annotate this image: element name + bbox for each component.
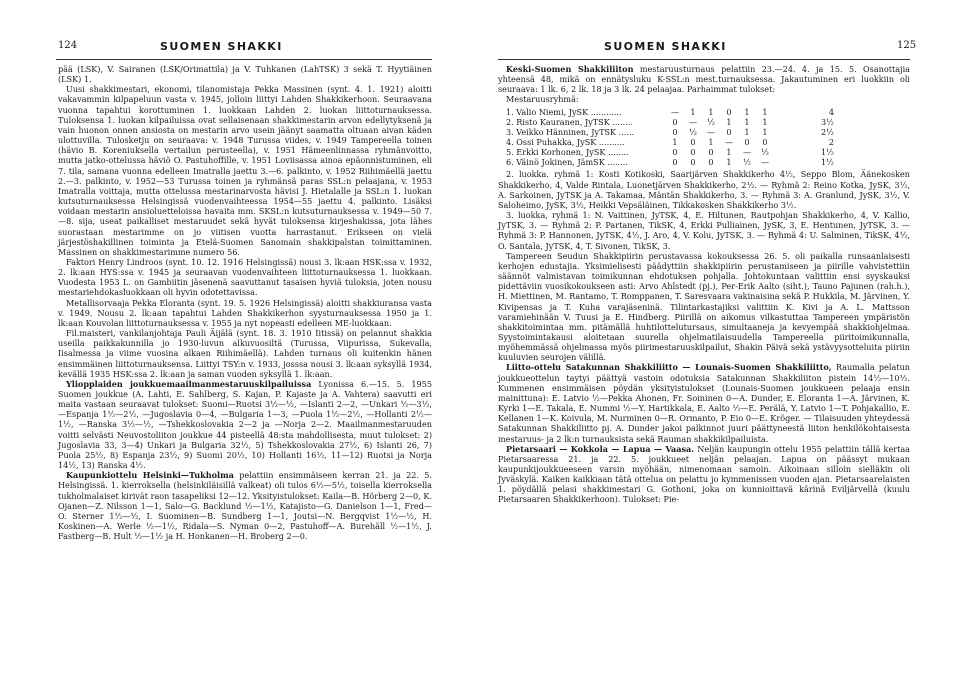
paragraph [58,470,432,541]
total-points: 1½ [821,147,834,158]
right-page-body [498,64,910,505]
game-result: ½ [743,157,751,168]
table-caption: Mestaruusryhmä: [506,94,579,105]
game-result: 0 [690,147,696,158]
right-page-header [484,40,950,56]
game-result: 1 [726,147,732,158]
game-result: 0 [726,106,732,117]
game-result: 1 [744,116,750,127]
game-result: — [760,157,770,168]
total-points: 4 [828,106,834,117]
section-text: Raumalla pelatun joukkueottelun taytyi päättyä vastoin odotuksia Satakunnan Shakkiliiton pistein 14½—10½. Kummenen ensimmäisen pöydän yksityistulokset (Lounais-Suomen joukkueen pelaaja ensin mainittuna): E. Latvio ½—Pekka Ahonen, Fr. Soininen 0—A. Dunder, E. Eloranta 1—A. Järvinen, K. Kyrki 1—E. Takala, E. Nummi ½—Y. Hartikkala, E. Aalto ½—E. Perälä, Y. Latvio 1—T. Pohjakallio, E. Kellanen 1—K. Koivula, M. Nurminen 0—R. Ormanto, P. Eio 0—E. Kröger. — Tilaisuuden yhteydessä Satakunnan Shakkiliitto pj. A. Dunder jakoi palkinnot juuri päättyneestä liiton henkilökohtaisesta mestaruus- ja 2 lk:n turnauksista sekä Rauman shakkikilpailuista. [498,362,910,444]
player-name: 6. Väinö Jokinen, JämSK ........ [506,157,628,168]
running-title: SUOMEN SHAKKI [160,40,283,53]
header-rule [498,59,910,60]
section-heading: Liitto-ottelu Satakunnan Shakkiliitto — Lounais-Suomen Shakkiliitto, [506,362,832,373]
game-result: 1 [762,116,768,127]
section-text: pelattiin ensimmäiseen kerran 21. ja 22. 5. Helsingissä. 1. kierroksella (helsinkiläisillä valkeat) oli tulos 6½—5½, toisella kierroksella tukholmalaiset kirivät raon tasapeliksi 12—12. Yksityistulokset: Kaila—B. Hörberg 2—0, K. Ojanen—Z. Nilsson 1—1, Salo—G. Backlund ½—1½, Katajisto—G. Danielson 1—1, Fred—O. Sterner 1½—½, I. Suominen—B. Sundberg 1—1, Joutsi—N. Bergqvist 1½—½, H. Koskinen—A. Werle ½—1½, Ridala—S. Nyman 0—2, Pastuhoff—A. Burehäll ½—1½, J. Fastberg—B. Hult ½—1½ ja H. Honkanen—H. Broberg 2—0. [58,470,432,542]
section-heading: Pietarsaari — Kokkola — Lapua — Vaasa. [506,443,695,454]
table-row [498,147,910,157]
game-result: 1 [672,137,678,148]
player-name: 2. Risto Kauranen, JyTSK ........ [506,116,633,127]
section-text: Neljän kaupungin ottelu 1955 pelattiin tällä kertaa Pietarsaaressa 21. ja 22. 5. joukkueet neljän pelaajan. Lapua on päässyt mukaan kaupunkijoukkueeseen varsin myöhään, nimenomaan samoin. Aikoinaan silloin sielläkin oli Jyväskylä. Kaiken kaikkiaan tätä ottelua on pelattu jo kymmenissen vuoden ajan. Pietarsaarelaisten 1. pöydällä pelasi shakkimestari G. Gothoni, joka on kunnioittavä kärinä Eviljärvellä (kuulu Pietarsaaren Shakkikerhoon). Tulokset: Pie- [498,443,911,505]
header-rule [56,59,432,60]
game-result: ½ [689,126,697,137]
game-result: — [724,137,734,148]
results-table [498,107,910,168]
game-result: 0 [762,137,768,148]
game-result: 0 [744,137,750,148]
paragraph [498,362,910,443]
right-page [484,0,950,685]
game-result: 0 [672,147,678,158]
running-title: SUOMEN SHAKKI [604,40,727,53]
game-result: 0 [672,157,678,168]
left-page-body [58,64,432,541]
section-heading: Yliopplaiden joukkuemaailmanmestaruuskilpailuissa [66,378,312,389]
total-points: 3½ [821,116,834,127]
paragraph: 2. luokka. ryhmä 1: Kosti Kotikoski, Saarijärven Shakkikerho 4½, Seppo Blom, Äänekosken Shakkikerho, 4, Valde Rintala, Luonetjärven Shakkikerho, 2½. — Ryhmä 2: Reino Kotka, JySK, 3½, A. Sarkoinen, JyTSK ja A. Takamaa, Mäntän Shakkikerho, 3. — Ryhmä 3: A. Granlund, JySK, 3½, V. Saloheimo, JySK, 3½, Heikki Vepsäläinen, Tikkakosken Shakkikerho 3½. [498,169,910,210]
game-result: 0 [708,147,714,158]
game-result: 0 [708,157,714,168]
table-row [498,137,910,147]
game-result: 1 [690,106,696,117]
game-result: 0 [690,137,696,148]
game-result: 1 [708,106,714,117]
game-result: 0 [690,157,696,168]
paragraph: Fil.maisteri, vankilanjohtaja Pauli Äijälä (synt. 18. 3. 1910 Iitissä) on pelannut shakkia useilla paikkakunnilla jo 1930-luvun alkuvuosiltä (Turussa, Viipurissa, Sukevalla, Iisalmessa ja viime vuosina alkaen Riihimäellä). Lahden turnaus oli kuitenkin hänen ensimmäinen liittoturnauksensa. Liittyi TSY:n v. 1933, josssa nousi 3. lk:aan syksyllä 1934, kevällä 1935 HSK:ssa 2. lk:aan ja saman vuoden syksyllä 1. lk:aan. [58,328,432,379]
game-result: 1 [708,137,714,148]
game-result: 1 [744,126,750,137]
paragraph: pää (LSK), V. Sairanen (LSK/Orimattila) ja V. Tuhkanen (LahTSK) 3 sekä T. Hyytiäinen (LSK) 1. [58,64,432,85]
paragraph: Uusi shakkimestari, ekonomi, tilanomistaja Pekka Massinen (synt. 4. 1. 1921) aloitti vakavammin kilpapeluun vasta v. 1945, jolloin liittyi Lahden Shakkikerhoon. Seuraavana vuonna tapahtui korottuminen 1. luokkaan Lahden 2. luokan liittoturnauksessa. Tuloksensa 1. luokan kilpailuissa ovat sellaisenaan shakkimestarin arvon edellytyksenä ja vain huonon onnen ansiosta on mestarin arvo usein jäänyt saamatta oltuaan aivan käden ulottuvilla. Tulosketju on seuraava: v. 1948 Turussa viides, v. 1949 Tampereella toinen (hävio B. Koreniuksella vertailun perusteella), v. 1951 Hämeenlinnassa ryhmänvoitto, mutta jatko-ottelussa häviö O. Pastuhoffille, v. 1951 Loviisassa ainoa epäonnistuminen, eli 7. tila, samana vuonna edelleen Imatralla jaettu 3.—6. palkinto, v. 1952 Riihimäellä jaettu 2.—3. palkinto, v. 1952—53 Turussa toinen ja ryhmänsä paras SSL:n pelaajana, v. 1953 Imatralla voittaja, mutta ottelussa mestarinarvosta hävisi J. Hietalalle ja SSL:n 1. luokan kutsuturnauksessa Helsingissä vuodenvaihteessa 1954—55 jaettu 4. palkinto. Lisäksi voidaan mestarin ansioluetteloissa havaita mm. SKSL:n kutsuturnauksessa v. 1949—50 7.—8. sija, useat paikalliset mestaruudet sekä hyvät tuloksensa kirjeshakissa, jota lähes suorastaan mestarimme on jo viitisen vuotta harrastanut. Erikseen on vielä järjestöshakillinen toiminta ja Etelä-Suomen Sanomain shakkipalstan toimittaminen. Massinen on shakkimestarimme numero 56. [58,84,432,257]
paragraph: Tampereen Seudun Shakkipiirin perustavassa kokouksessa 26. 5. oli paikalla runsaanlaisesti kerhojen edustajia. Yksimielisesti päädyttiin shakkipiirin perustamiseen ja piirille vahvistettiin säännöt valmistavan toimikunnan ehdotuksen pohjalla. Johtokuntaan valittiin ensi syyskauksi pidettäviin vuosikokoukseen asti: Arvo Ahlstedt (pj.), Per-Erik Aalto (siht.), Tauno Pajunen (rah.h.), H. Miettinen, M. Rantamo, T. Romppanen, T. Saresvaara vakinaisina sekä P. Hukkila, M. Järvinen, Y. Kivipensas ja T. Kuha varajäseninä. Tilintarkastajiksi valittiin K. Kivi ja A. L. Mattsson varamiehinään V. Tuusi ja E. Hindberg. Piirillä on aikomus vilkastuttaa Tampereen ympäristön shakkitoimintaa mm. pitämällä huhtilottelutursaus, simultaaneja ja kevyempää shakkiohjelmaa. Syystoimintakausi aloitetaan suurella ohjelmatilaisuudella Tampereella piiritoimikunnalla, myöhemmässä ohjelmassa myös piirimestaruuskilpailut, Shakin Päivä sekä ystävyysotteluita piiriin kuuluvien seurojen välillä. [498,250,910,363]
table-row [498,117,910,127]
game-result: 1 [762,106,768,117]
game-result: ½ [761,147,769,158]
total-points: 2½ [821,126,834,137]
table-row [498,157,910,167]
game-result: ½ [707,116,715,127]
table-row [498,127,910,137]
section-heading: Keski-Suomen Shakkiliiton [506,64,634,74]
player-name: 3. Veikko Hänninen, JyTSK ...... [506,126,635,137]
paragraph [498,64,910,94]
section-text: Lyonissa 6.—15. 5. 1955 Suomen joukkue (A. Lahti, E. Sahlberg, S. Kajan, P. Kajaste ja A. Vahtera) saavutti eri maita vastaan seuraavat tulokset: Suomi—Ruotsi 3½—½, —Islanti 2—2, —Unkari ½—3½, —Espanja 1½—2½, —Jugoslavia 0—4, —Bulgaria 1—3, —Puola 1½—2½, —Hollanti 2½—1½, —Ranska 3½—½, —Tshekkoslovakia 2—2 ja —Norja 2—2. Maailmanmestaruuden voitti selvästi Neuvostoliiton joukkue 44 pisteellä 48:sta mahdollisesta, muut tulokset: 2) Jugoslavia 33, 3—4) Unkari ja Bulgaria 32½, 5) Tshekkoslovakia 27½, 6) Islanti 26, 7) Puola 25½, 8) Espanja 23½, 9) Suomi 20½, 10) Hollanti 16½, 11—12) Ruotsi ja Norja 14½, 13) Ranska 4½. [58,378,432,471]
section-text: mestaruusturnaus pelattiin 23.—24. 4. ja 15. 5. Osanottajia yhteensä 48, mikä on ennätysluku K-SSL:n mest.turnauksessa. Jakautuminen eri luokkiin oli seuraava: 1 lk. 6, 2 lk. 18 ja 3 lk. 24 pelaajaa. Parhaimmat tulokset: [498,64,910,95]
paragraph [58,379,432,470]
left-page-header [0,40,460,56]
game-result: 0 [726,126,732,137]
paragraph: 3. luokka, ryhmä 1: N. Vaittinen, JyTSK, 4, E. Hiltunen, Rautpohjan Shakkikerho, 4, V. Kallio, JyTSK, 3. — Ryhmä 2: P. Partanen, TikSK, 4, Erkki Pulliainen, JySK, 3, E. Hentunen, JyTSK, 3. — Ryhmä 3: P. Hannonen, JyTSK, 4½, J. Aro, 4, V. Kolu, JyTSK, 3. — Ryhmä 4: U. Salminen, TikSK, 4½, O. Santala, JyTSK, 4, T. Sivonen, TikSK, 3. [498,210,910,251]
game-result: — [670,106,680,117]
player-name: 4. Ossi Puhakka, JySK .......... [506,137,625,148]
total-points: 1½ [821,157,834,168]
game-result: 0 [672,116,678,127]
game-result: 1 [726,157,732,168]
section-heading: Kaupunkiottelu Helsinki—Tukholma [66,470,234,481]
paragraph: Faktori Henry Lindroos (synt. 10. 12. 1916 Helsingissä) nousi 3. lk:aan HSK:ssa v. 1932, 2. lk:aan HYS:ssa v. 1945 ja seuraavan vuodenvaihteen liittoturnauksessa 1. luokkaan. Vuodesta 1953 L. on Gambiitin jäsenenä saavuttanut tasaisen hyviä tuloksia, joten nousu mestariehdokasluokkaan oli hyvin odotettavissa. [58,256,432,298]
left-page [0,0,460,685]
game-result: 1 [726,116,732,127]
page-number: 124 [58,40,78,51]
player-name: 5. Erkki Korhonen, JySK ........ [506,147,629,158]
total-points: 2 [828,137,834,148]
paragraph [498,444,910,505]
page-number: 125 [897,40,917,51]
paragraph: Metallisorvaaja Pekka Eloranta (synt. 19. 5. 1926 Helsingissä) aloitti shakkiuransa vasta v. 1949. Nousu 2. lk:aan tapahtui Lahden Shakkikerhon syysturnauksessa 1950 ja 1. lk:aan Kouvolan liittoturnauksessa v. 1955 ja nyt nopeasti edelleen ME-luokkaan. [58,297,432,328]
game-result: — [706,126,716,137]
game-result: 1 [744,106,750,117]
game-result: 0 [672,126,678,137]
game-result: — [742,147,752,158]
table-row [498,107,910,117]
game-result: — [688,116,698,127]
game-result: 1 [762,126,768,137]
player-name: 1. Valio Niemi, JySK ............ [506,106,622,117]
